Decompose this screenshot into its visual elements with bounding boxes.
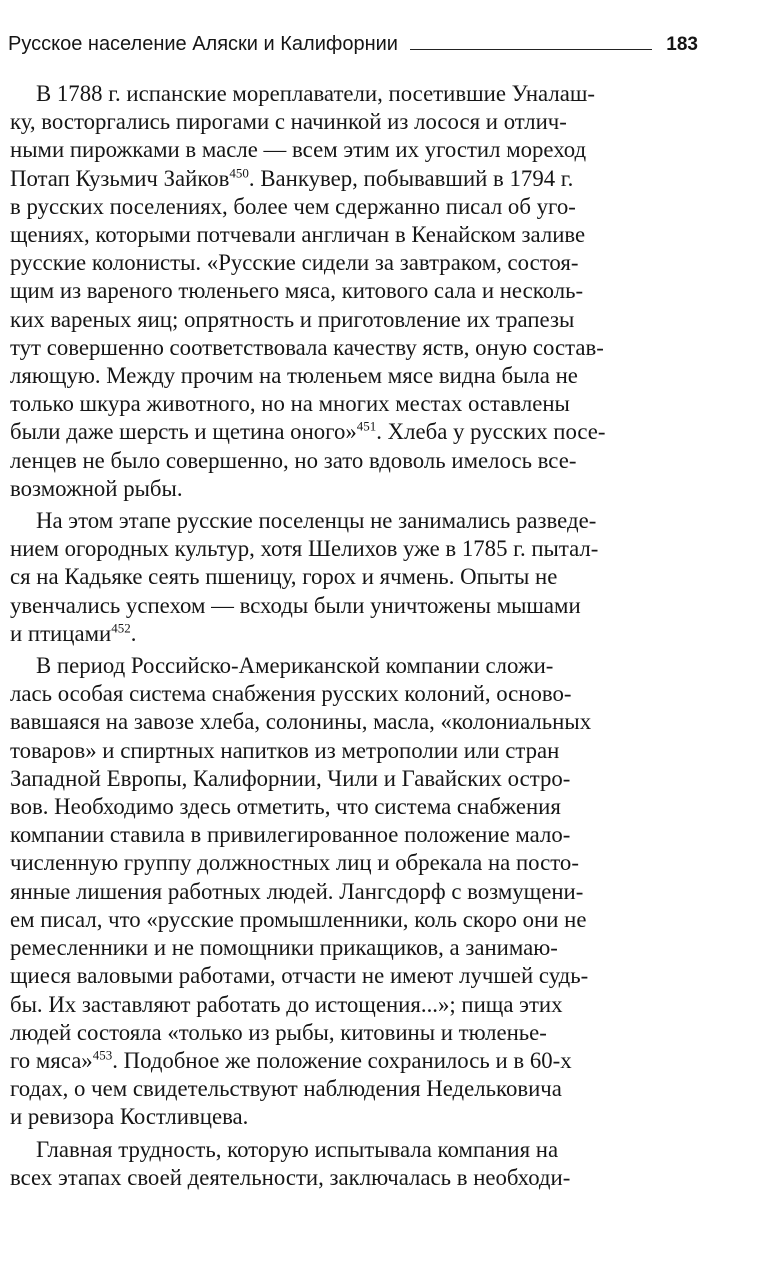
text-line	[10, 390, 698, 418]
line-text: ем писал, что «русские промышленники, коль скоро они не	[10, 906, 587, 932]
header-title: Русское население Аляски и Калифорнии	[8, 33, 398, 55]
text-line	[10, 165, 698, 193]
line-text: щениях, которыми потчевали англичан в Кенайском заливе	[10, 222, 586, 248]
footnote-ref: 450	[229, 165, 249, 181]
line-text: тут совершенно соответствовала качеству яств, оную состав-	[10, 334, 604, 360]
page-number: 183	[666, 34, 698, 55]
footnote-ref: 453	[92, 1047, 113, 1063]
text-line	[10, 906, 698, 934]
text-line	[10, 507, 698, 535]
paragraph	[10, 1136, 698, 1192]
line-text: всех этапах своей деятельности, заключалась в необходи-	[10, 1164, 571, 1190]
text-line	[10, 592, 698, 620]
text-line	[10, 80, 698, 108]
text-line	[10, 334, 698, 362]
text-line	[10, 849, 698, 877]
line-text: лась особая система снабжения русских колоний, осново-	[10, 681, 572, 707]
line-text: людей состояла «только из рыбы, китовины и тюленье-	[10, 1019, 547, 1045]
line-text: ленцев не было совершенно, но зато вдоволь имелось все-	[10, 447, 577, 473]
text-line	[10, 793, 698, 821]
line-text: вавшаяся на завозе хлеба, солонины, масла, «колониальных	[10, 709, 592, 735]
text-line	[10, 193, 698, 221]
line-text: нием огородных культур, хотя Шелихов уже в 1785 г. пытал-	[10, 536, 599, 562]
text-line	[10, 1075, 698, 1103]
text-line	[10, 277, 698, 305]
line-text: ремесленники и не помощники прикащиков, а занимаю-	[10, 935, 558, 961]
text-line	[10, 737, 698, 765]
text-line	[10, 821, 698, 849]
text-line	[10, 418, 698, 446]
line-text: вов. Необходимо здесь отметить, что система снабжения	[10, 794, 561, 820]
header-rule	[410, 49, 652, 50]
line-text: товаров» и спиртных напитков из метрополии или стран	[10, 737, 560, 763]
text-line	[10, 108, 698, 136]
text-line	[10, 136, 698, 164]
line-text: ляющую. Между прочим на тюленьем мясе видна была не	[10, 363, 578, 389]
line-text: ся на Кадьяке сеять пшеницу, горох и ячмень. Опыты не	[10, 564, 558, 590]
line-text: и ревизора Костливцева.	[10, 1104, 249, 1130]
text-line	[10, 1047, 698, 1075]
line-text: увенчались успехом — всходы были уничтожены мышами	[10, 592, 581, 618]
line-text: численную группу должностных лиц и обрекала на посто-	[10, 850, 579, 876]
footnote-ref: 452	[111, 620, 131, 636]
line-text: щиеся валовыми работами, отчасти не имеют лучшей судь-	[10, 963, 589, 989]
line-text: ких вареных яиц; опрятность и приготовление их трапезы	[10, 306, 575, 332]
line-text: бы. Их заставляют работать до истощения...»; пища этих	[10, 991, 563, 1017]
text-line	[10, 620, 698, 648]
text-line	[10, 934, 698, 962]
line-text: русские колонисты. «Русские сидели за завтраком, состоя-	[10, 250, 579, 276]
text-line	[10, 221, 698, 249]
text-line	[10, 708, 698, 736]
line-text: ными пирожками в масле — всем этим их угостил мореход	[10, 137, 587, 163]
line-text: Главная трудность, которую испытывала компания на	[36, 1136, 559, 1162]
paragraph	[10, 507, 698, 648]
line-text: щим из вареного тюленьего мяса, китового сала и несколь-	[10, 278, 584, 304]
text-line	[10, 447, 698, 475]
line-text-continued: .	[130, 620, 137, 646]
text-line	[10, 991, 698, 1019]
line-text: компании ставила в привилегированное положение мало-	[10, 822, 571, 848]
text-line	[10, 680, 698, 708]
text-line	[10, 1136, 698, 1164]
text-line	[10, 1019, 698, 1047]
paragraph	[10, 80, 698, 503]
line-text: только шкура животного, но на многих местах оставлены	[10, 391, 570, 417]
line-text: были даже шерсть и щетина оного»	[10, 419, 357, 445]
line-text: и птицами	[10, 620, 112, 646]
text-line	[10, 1103, 698, 1131]
line-text: возможной рыбы.	[10, 475, 183, 501]
line-text: годах, о чем свидетельствуют наблюдения Недельковича	[10, 1076, 562, 1102]
line-text: На этом этапе русские поселенцы не занимались разведе-	[36, 508, 597, 534]
text-line	[10, 652, 698, 680]
line-text: В 1788 г. испанские мореплаватели, посетившие Уналаш-	[36, 81, 595, 106]
text-line	[10, 962, 698, 990]
line-text: В период Российско-Американской компании сложи-	[36, 653, 554, 679]
paragraph	[10, 652, 698, 1131]
footnote-ref: 451	[356, 418, 377, 434]
text-line	[10, 563, 698, 591]
text-line	[10, 1164, 698, 1192]
line-text-continued: . Хлеба у русских посе-	[376, 419, 606, 445]
body-text	[10, 80, 698, 1192]
running-header	[8, 24, 760, 56]
line-text: ку, восторгались пирогами с начинкой из лосося и отлич-	[10, 109, 567, 135]
line-text: янные лишения работных людей. Лангсдорф с возмущени-	[10, 878, 584, 904]
line-text: в русских поселениях, более чем сдержанно писал об уго-	[10, 193, 576, 219]
line-text-continued: . Подобное же положение сохранилось и в 60-х	[112, 1047, 572, 1073]
text-line	[10, 362, 698, 390]
line-text: Потап Кузьмич Зайков	[10, 165, 230, 191]
text-line	[10, 475, 698, 503]
text-line	[10, 765, 698, 793]
line-text: го мяса»	[10, 1047, 93, 1073]
line-text: Западной Европы, Калифорнии, Чили и Гавайских остро-	[10, 765, 571, 791]
text-line	[10, 306, 698, 334]
text-line	[10, 878, 698, 906]
line-text-continued: . Ванкувер, побывавший в 1794 г.	[248, 165, 574, 191]
text-line	[10, 535, 698, 563]
text-line	[10, 249, 698, 277]
